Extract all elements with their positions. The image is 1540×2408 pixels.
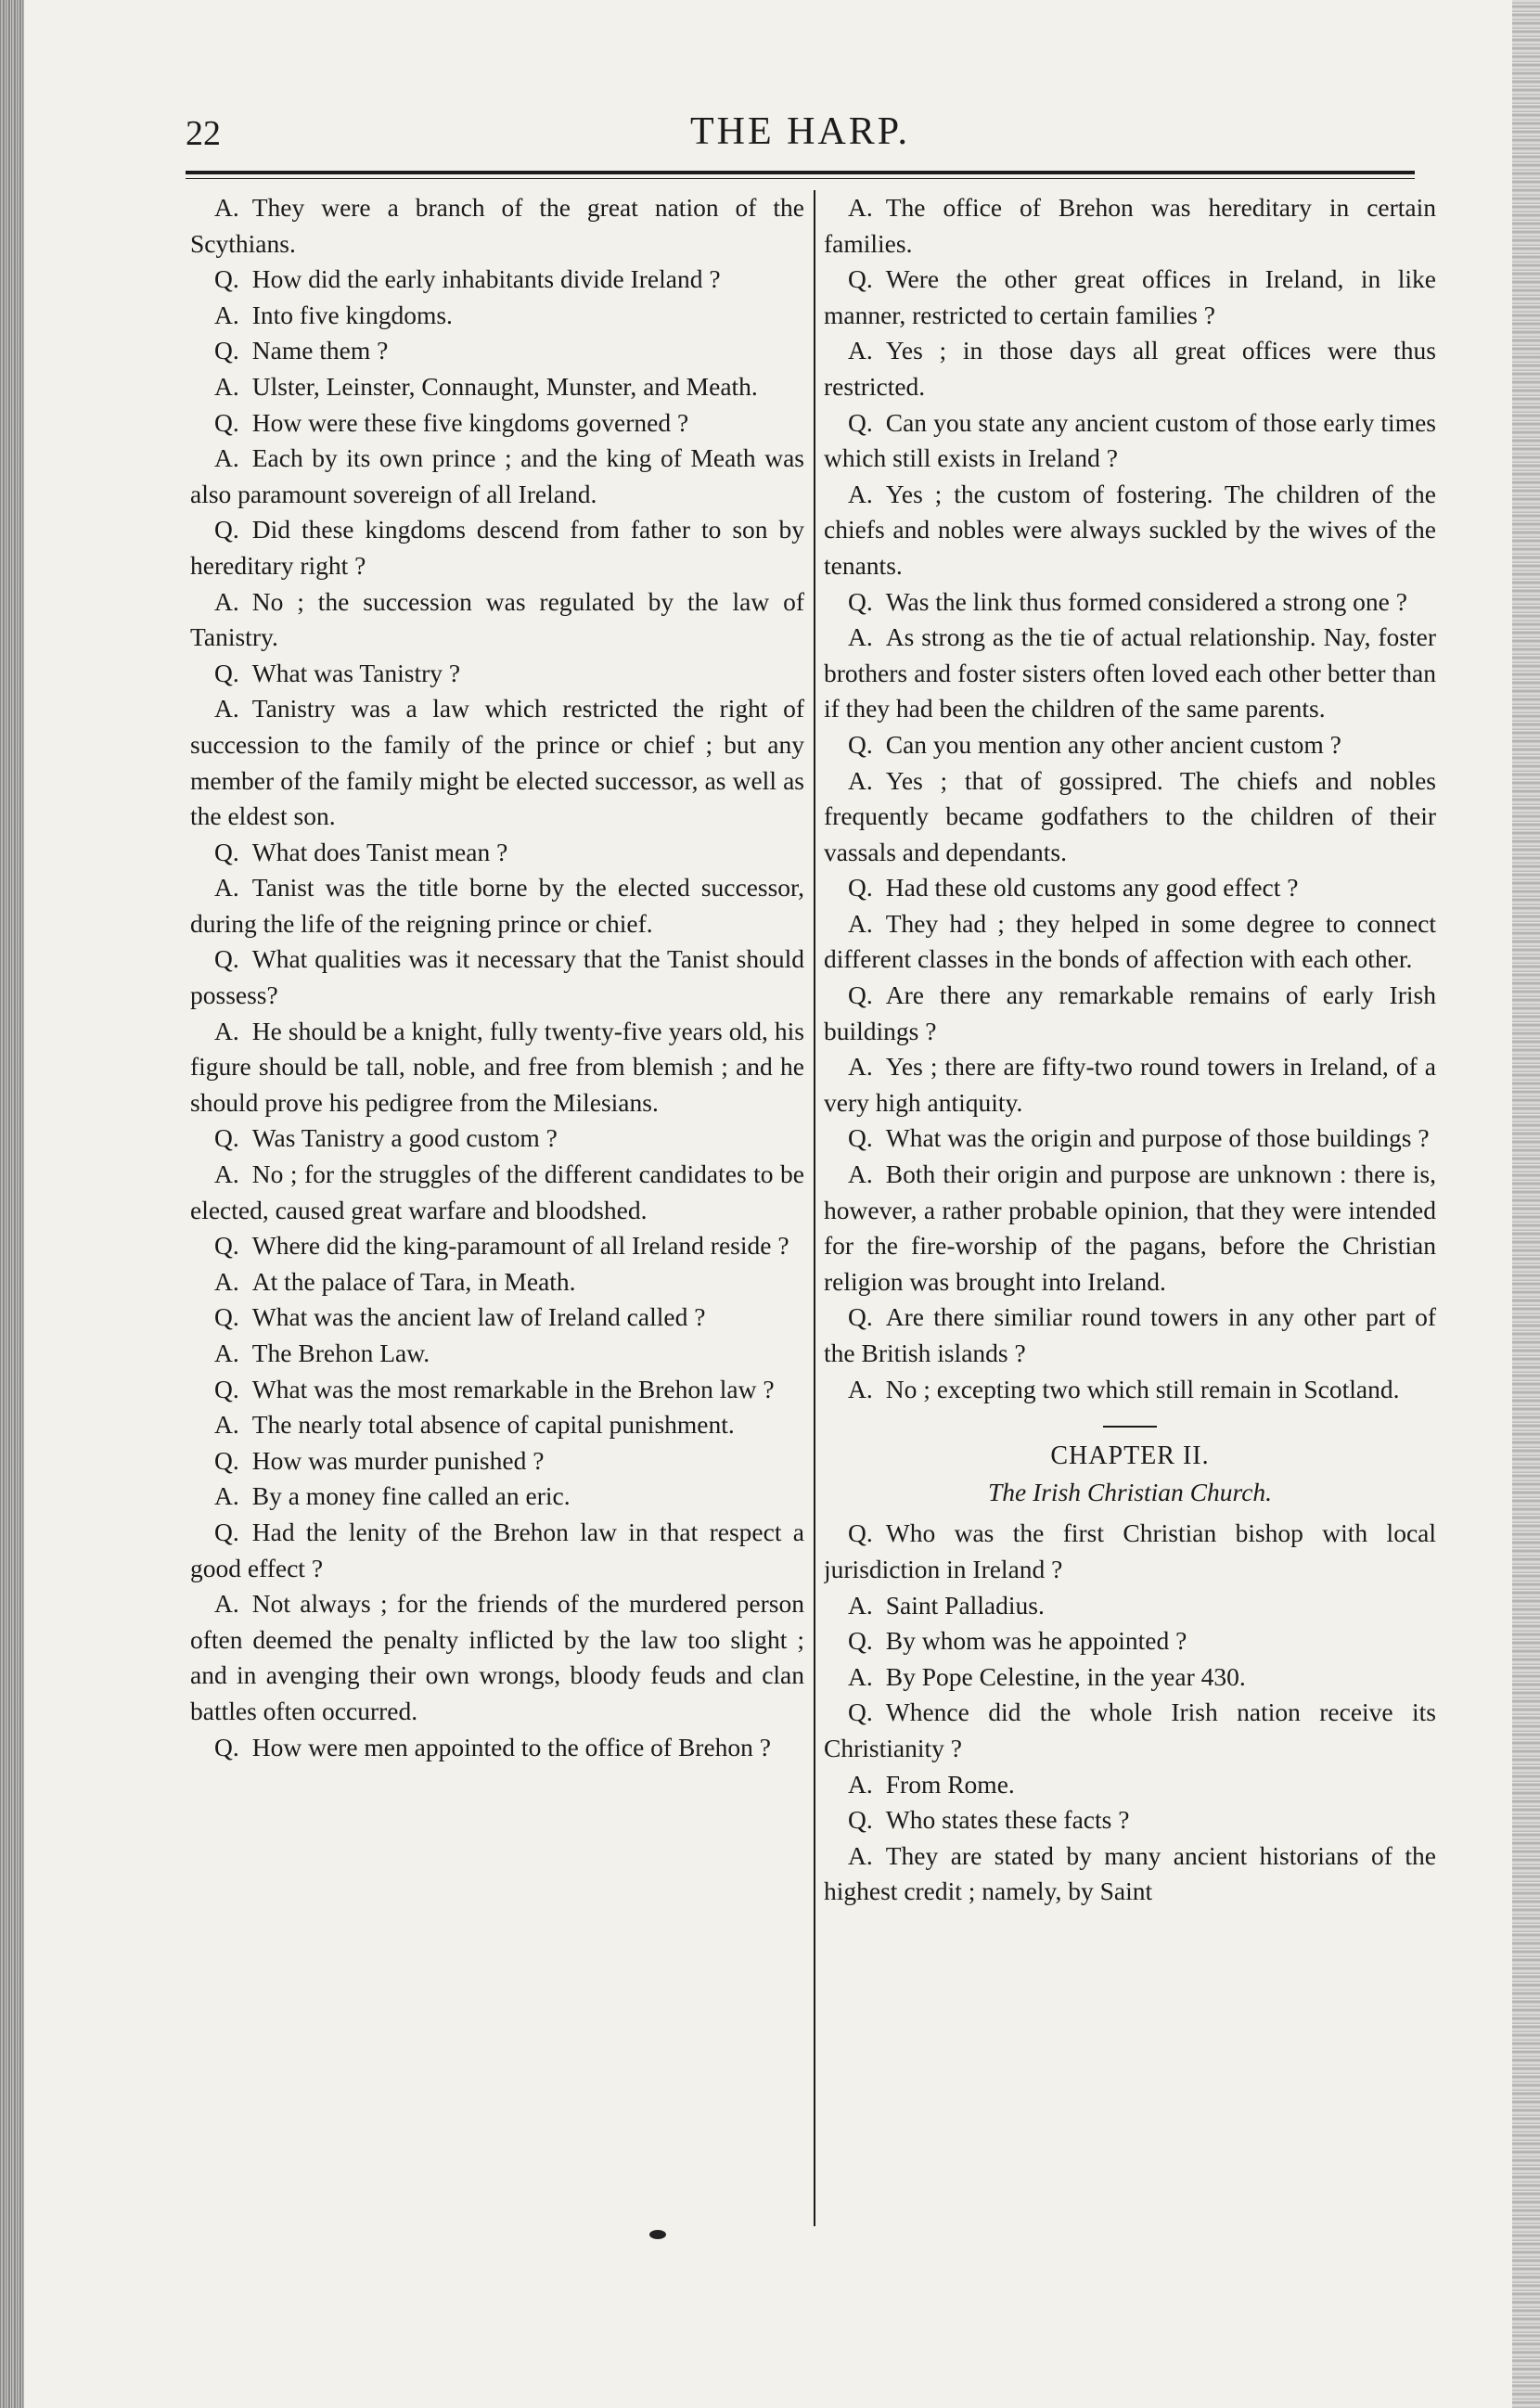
qa-label: A.: [214, 1159, 239, 1189]
answer-paragraph: [190, 1157, 804, 1228]
header-rule-thin: [186, 178, 1415, 179]
qa-label: Q.: [214, 944, 239, 974]
answer-paragraph: [190, 1336, 804, 1372]
page-ornament: [649, 2230, 666, 2239]
left-column: [190, 190, 804, 2240]
qa-label: Q.: [214, 1445, 239, 1475]
qa-label: Q.: [214, 336, 239, 365]
answer-paragraph: [824, 1588, 1436, 1624]
question-paragraph: [190, 512, 804, 583]
chapter-subtitle: The Irish Christian Church.: [987, 1477, 1273, 1506]
qa-text: How were men appointed to the office of Brehon ?: [251, 1732, 771, 1761]
chapter-heading: CHAPTER II.: [1050, 1441, 1210, 1471]
qa-label: Q.: [214, 407, 239, 437]
qa-text: Can you state any ancient custom of those early times which still exists in Ireland ?: [824, 407, 1436, 473]
qa-label: A.: [214, 1016, 239, 1045]
qa-label: Q.: [848, 1123, 873, 1153]
qa-label: A.: [848, 1159, 873, 1189]
qa-label: A.: [214, 1266, 239, 1296]
qa-text: From Rome.: [885, 1769, 1015, 1799]
qa-text: Had the lenity of the Brehon law in that respect a good effect ?: [190, 1517, 804, 1582]
qa-text: They had ; they helped in some degree to connect different classes in the bonds of affection with each other.: [824, 908, 1436, 974]
qa-label: A.: [214, 193, 239, 222]
question-paragraph: [190, 405, 804, 442]
qa-label: Q.: [848, 1302, 873, 1332]
qa-label: A.: [848, 1052, 873, 1082]
qa-label: A.: [214, 371, 239, 401]
qa-text: They were a branch of the great nation of the Scythians.: [190, 193, 804, 258]
question-paragraph: [824, 1695, 1436, 1766]
qa-text: How were these five kingdoms governed ?: [251, 407, 689, 437]
qa-label: A.: [848, 479, 873, 508]
question-paragraph: [190, 1300, 804, 1336]
answer-paragraph: [824, 1659, 1436, 1696]
qa-label: A.: [214, 694, 239, 724]
qa-label: Q.: [848, 1626, 873, 1656]
answer-paragraph: [824, 1372, 1436, 1408]
qa-label: Q.: [848, 264, 873, 294]
question-paragraph: [190, 1730, 804, 1766]
page-header: [186, 109, 1415, 165]
qa-text: No ; the succession was regulated by the law of Tanistry.: [190, 586, 804, 652]
question-paragraph: [824, 1300, 1436, 1371]
answer-paragraph: [824, 1157, 1436, 1300]
qa-text: No ; excepting two which still remain in Scotland.: [885, 1374, 1400, 1403]
qa-label: Q.: [214, 1231, 239, 1261]
qa-label: A.: [848, 1661, 873, 1691]
question-paragraph: [824, 584, 1436, 621]
qa-text: Where did the king-paramount of all Ireland reside ?: [251, 1231, 789, 1261]
answer-paragraph: [190, 190, 804, 262]
qa-text: The office of Brehon was hereditary in certain families.: [824, 193, 1436, 258]
question-paragraph: [824, 1516, 1436, 1587]
answer-paragraph: [824, 477, 1436, 584]
question-paragraph: [824, 405, 1436, 477]
answer-paragraph: [824, 620, 1436, 727]
qa-label: A.: [214, 586, 239, 616]
qa-label: A.: [848, 193, 873, 222]
question-paragraph: [190, 1372, 804, 1408]
qa-text: By whom was he appointed ?: [885, 1626, 1187, 1656]
qa-text: Name them ?: [251, 336, 389, 365]
question-paragraph: [824, 1623, 1436, 1659]
qa-text: Was the link thus formed considered a strong one ?: [885, 586, 1407, 616]
qa-text: Tanistry was a law which restricted the right of succession to the family of the prince or chief ; but any member of the family might be elected successor, as well as the eldest son.: [190, 694, 804, 831]
question-paragraph: [190, 835, 804, 871]
question-paragraph: [824, 978, 1436, 1049]
qa-label: Q.: [214, 1732, 239, 1761]
chapter-rule: [1103, 1426, 1157, 1428]
question-paragraph: [190, 941, 804, 1013]
answer-paragraph: [190, 870, 804, 941]
qa-text: Can you mention any other ancient custom ?: [885, 729, 1341, 759]
qa-label: A.: [848, 622, 873, 652]
qa-label: Q.: [848, 873, 873, 903]
qa-text: Into five kingdoms.: [251, 300, 453, 329]
qa-text: Are there similiar round towers in any other part of the British islands ?: [824, 1302, 1436, 1367]
qa-text: What was Tanistry ?: [251, 658, 461, 687]
answer-paragraph: [824, 763, 1436, 871]
qa-text: By a money fine called an eric.: [251, 1481, 571, 1511]
qa-text: Both their origin and purpose are unknown : there is, however, a rather probable opinion, that they were intended for the fire-worship of the pagans, before the Christian religion was brought into Ireland.: [824, 1159, 1436, 1296]
qa-text: He should be a knight, fully twenty-five years old, his figure should be tall, noble, and free from blemish ; and he should prove his pedigree from the Milesians.: [190, 1016, 804, 1117]
qa-label: Q.: [214, 1123, 239, 1153]
qa-label: A.: [848, 1590, 873, 1620]
question-paragraph: [824, 1121, 1436, 1157]
question-paragraph: [824, 870, 1436, 906]
qa-text: Tanist was the title borne by the elected successor, during the life of the reigning prince or chief.: [190, 873, 804, 938]
qa-text: Each by its own prince ; and the king of Meath was also paramount sovereign of all Ireland.: [190, 443, 804, 508]
answer-paragraph: [190, 1586, 804, 1729]
answer-paragraph: [190, 441, 804, 512]
qa-text: The nearly total absence of capital punishment.: [251, 1410, 735, 1440]
qa-text: They are stated by many ancient historians of the highest credit ; namely, by Saint: [824, 1840, 1436, 1906]
qa-label: A.: [214, 443, 239, 473]
qa-label: A.: [848, 765, 873, 795]
answer-paragraph: [824, 906, 1436, 978]
qa-text: The Brehon Law.: [251, 1338, 430, 1367]
qa-text: How was murder punished ?: [251, 1445, 545, 1475]
scan-right-edge: [1512, 0, 1540, 2408]
qa-label: Q.: [848, 1697, 873, 1727]
right-column: [824, 190, 1436, 2240]
qa-label: A.: [214, 1481, 239, 1511]
qa-label: Q.: [848, 586, 873, 616]
qa-label: A.: [214, 300, 239, 329]
answer-paragraph: [190, 298, 804, 334]
question-paragraph: [190, 262, 804, 298]
answer-paragraph: [824, 1767, 1436, 1803]
qa-text: What qualities was it necessary that the Tanist should possess?: [190, 944, 804, 1010]
question-paragraph: [824, 1802, 1436, 1838]
answer-paragraph: [190, 691, 804, 834]
question-paragraph: [190, 1443, 804, 1479]
question-paragraph: [824, 262, 1436, 333]
answer-paragraph: [190, 369, 804, 405]
qa-label: Q.: [214, 837, 239, 866]
question-paragraph: [190, 1515, 804, 1586]
qa-label: Q.: [848, 1518, 873, 1548]
answer-paragraph: [190, 1479, 804, 1515]
question-paragraph: [190, 1228, 804, 1264]
qa-label: A.: [214, 1589, 239, 1619]
qa-label: Q.: [214, 658, 239, 687]
qa-label: A.: [848, 1840, 873, 1870]
qa-text: Yes ; the custom of fostering. The children of the chiefs and nobles were always suckled by the wives of the tenants.: [824, 479, 1436, 580]
qa-label: A.: [848, 1769, 873, 1799]
column-divider: [814, 190, 815, 2226]
qa-text: Not always ; for the friends of the murdered person often deemed the penalty inflicted by the law too slight ; and in avenging their own wrongs, bloody feuds and clan battles often occurred.: [190, 1589, 804, 1725]
qa-text: Yes ; there are fifty-two round towers in Ireland, of a very high antiquity.: [824, 1052, 1436, 1117]
question-paragraph: [190, 333, 804, 369]
qa-label: A.: [214, 1410, 239, 1440]
qa-text: As strong as the tie of actual relationship. Nay, foster brothers and foster sisters often loved each other better than if they had been the children of the same parents.: [824, 622, 1436, 724]
qa-text: What was the ancient law of Ireland called ?: [251, 1302, 706, 1332]
qa-text: Had these old customs any good effect ?: [885, 873, 1299, 903]
qa-text: Yes ; in those days all great offices were thus restricted.: [824, 336, 1436, 401]
answer-paragraph: [190, 584, 804, 656]
qa-text: Whence did the whole Irish nation receive its Christianity ?: [824, 1697, 1436, 1762]
qa-text: Yes ; that of gossipred. The chiefs and nobles frequently became godfathers to the children of their vassals and dependants.: [824, 765, 1436, 866]
answer-paragraph: [824, 190, 1436, 262]
answer-paragraph: [190, 1014, 804, 1121]
answer-paragraph: [190, 1407, 804, 1443]
qa-label: Q.: [214, 515, 239, 544]
qa-text: Who was the first Christian bishop with local jurisdiction in Ireland ?: [824, 1518, 1436, 1583]
answer-paragraph: [190, 1264, 804, 1300]
page-number: 22: [186, 114, 221, 153]
qa-text: No ; for the struggles of the different candidates to be elected, caused great warfare and bloodshed.: [190, 1159, 804, 1224]
qa-text: Did these kingdoms descend from father to son by hereditary right ?: [190, 515, 804, 580]
answer-paragraph: [824, 1049, 1436, 1121]
qa-text: What does Tanist mean ?: [251, 837, 508, 866]
qa-text: Was Tanistry a good custom ?: [251, 1123, 558, 1153]
qa-text: Saint Palladius.: [885, 1590, 1045, 1620]
answer-paragraph: [824, 333, 1436, 404]
qa-text: At the palace of Tara, in Meath.: [251, 1266, 576, 1296]
question-paragraph: [824, 727, 1436, 763]
qa-label: A.: [214, 1338, 239, 1367]
answer-paragraph: [824, 1838, 1436, 1910]
page-title: THE HARP.: [689, 110, 911, 153]
question-paragraph: [190, 1121, 804, 1157]
question-paragraph: [190, 656, 804, 692]
scan-left-edge: [0, 0, 24, 2408]
qa-text: Ulster, Leinster, Connaught, Munster, and Meath.: [251, 371, 758, 401]
qa-text: By Pope Celestine, in the year 430.: [885, 1661, 1246, 1691]
qa-text: What was the origin and purpose of those buildings ?: [885, 1123, 1430, 1153]
qa-label: A.: [848, 1374, 873, 1403]
qa-label: Q.: [848, 980, 873, 1010]
qa-text: Were the other great offices in Ireland, in like manner, restricted to certain families ?: [824, 264, 1436, 329]
qa-label: Q.: [848, 729, 873, 759]
qa-label: A.: [848, 908, 873, 938]
qa-label: Q.: [214, 1374, 239, 1403]
qa-text: Are there any remarkable remains of early Irish buildings ?: [824, 980, 1436, 1045]
qa-text: Who states these facts ?: [885, 1805, 1130, 1835]
qa-label: Q.: [214, 1517, 239, 1546]
qa-label: Q.: [848, 407, 873, 437]
qa-text: How did the early inhabitants divide Ireland ?: [251, 264, 721, 294]
header-rule-thick: [186, 171, 1415, 174]
qa-label: Q.: [214, 1302, 239, 1332]
qa-label: Q.: [214, 264, 239, 294]
qa-text: What was the most remarkable in the Brehon law ?: [251, 1374, 775, 1403]
qa-label: Q.: [848, 1805, 873, 1835]
qa-label: A.: [214, 873, 239, 903]
qa-label: A.: [848, 336, 873, 365]
